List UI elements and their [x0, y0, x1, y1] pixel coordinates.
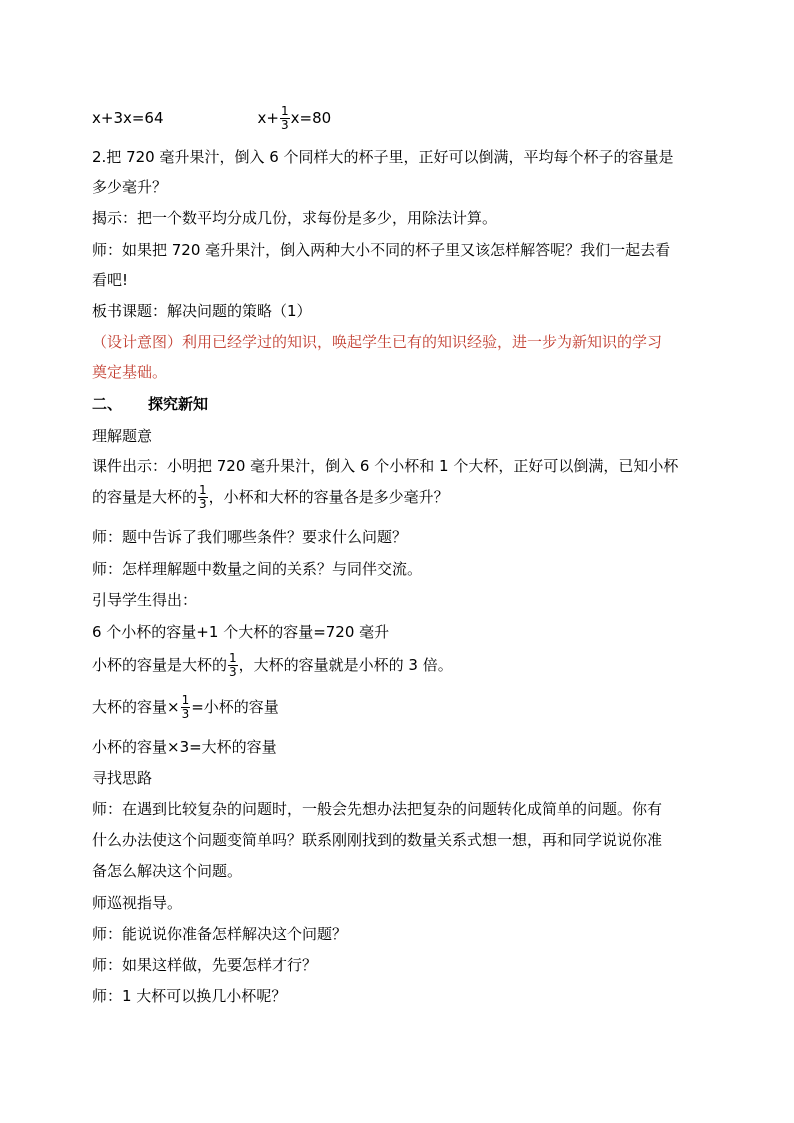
paragraph-line: 师：怎样理解题中数量之间的关系？与同伴交流。 — [92, 560, 423, 578]
paragraph-line: 揭示：把一个数平均分成几份，求每份是多少，用除法计算。 — [92, 209, 498, 227]
section-heading — [92, 394, 208, 414]
equation-2-suffix: x=80 — [290, 109, 332, 127]
paragraph-line: 师：在遇到比较复杂的问题时，一般会先想办法把复杂的问题转化成简单的问题。你有 — [92, 800, 663, 818]
paragraph-line: 师巡视指导。 — [92, 894, 183, 912]
paragraph-line: 看吧! — [92, 271, 129, 289]
paragraph-line: 师：1 大杯可以换几小杯呢？ — [92, 987, 287, 1005]
paragraph-line: 课件出示：小明把 720 毫升果汁，倒入 6 个小杯和 1 个大杯，正好可以倒满，已知小杯 — [92, 457, 679, 475]
fraction-one-third: $\frac{1}{3}$ — [181, 693, 190, 721]
paragraph-line-with-fraction: 大杯的容量× $\frac{1}{3}$ =小杯的容量 — [92, 693, 279, 721]
paragraph-line-with-fraction: 小杯的容量是大杯的 $\frac{1}{3}$ ，大杯的容量就是小杯的 3 倍。 — [92, 651, 453, 679]
paragraph-line: 小杯的容量×3=大杯的容量 — [92, 738, 277, 756]
section-number: 二、 — [92, 395, 123, 413]
fraction-one-third: $\frac{1}{3}$ — [229, 651, 237, 679]
equation-2-prefix: x+ — [257, 109, 279, 127]
paragraph-line: 多少毫升？ — [92, 178, 168, 196]
fraction-one-third: $\frac{1}{3}$ — [280, 104, 289, 132]
paragraph-line: 师：题中告诉了我们哪些条件？要求什么问题？ — [92, 528, 408, 546]
equations-line — [92, 105, 331, 132]
section-title: 探究新知 — [148, 395, 209, 413]
paragraph-line: 2.把 720 毫升果汁，倒入 6 个同样大的杯子里，正好可以倒满，平均每个杯子的容量是 — [92, 148, 674, 166]
lesson-title-line: 板书课题：解决问题的策略（1） — [92, 302, 312, 320]
paragraph-line: 引导学生得出： — [92, 591, 198, 609]
paragraph-line: 备怎么解决这个问题。 — [92, 862, 243, 880]
subheading: 寻找思路 — [92, 769, 153, 787]
design-intent-line: （设计意图）利用已经学过的知识，唤起学生已有的知识经验，进一步为新知识的学习 — [92, 333, 663, 351]
paragraph-line: 6 个小杯的容量+1 个大杯的容量=720 毫升 — [92, 623, 390, 641]
paragraph-line: 师：如果这样做，先要怎样才行？ — [92, 956, 318, 974]
paragraph-line-with-fraction: 的容量是大杯的 $\frac{1}{3}$ ，小杯和大杯的容量各是多少毫升？ — [92, 483, 449, 511]
paragraph-line: 师：如果把 720 毫升果汁，倒入两种大小不同的杯子里又该怎样解答呢？我们一起去看 — [92, 241, 671, 259]
subheading: 理解题意 — [92, 427, 153, 445]
paragraph-line: 什么办法使这个问题变简单吗？联系刚刚找到的数量关系式想一想，再和同学说说你准 — [92, 831, 663, 849]
equation-1: x+3x=64 — [92, 109, 164, 127]
paragraph-line: 师：能说说你准备怎样解决这个问题？ — [92, 925, 348, 943]
fraction-one-third: $\frac{1}{3}$ — [199, 483, 207, 511]
design-intent-line: 奠定基础。 — [92, 363, 168, 381]
